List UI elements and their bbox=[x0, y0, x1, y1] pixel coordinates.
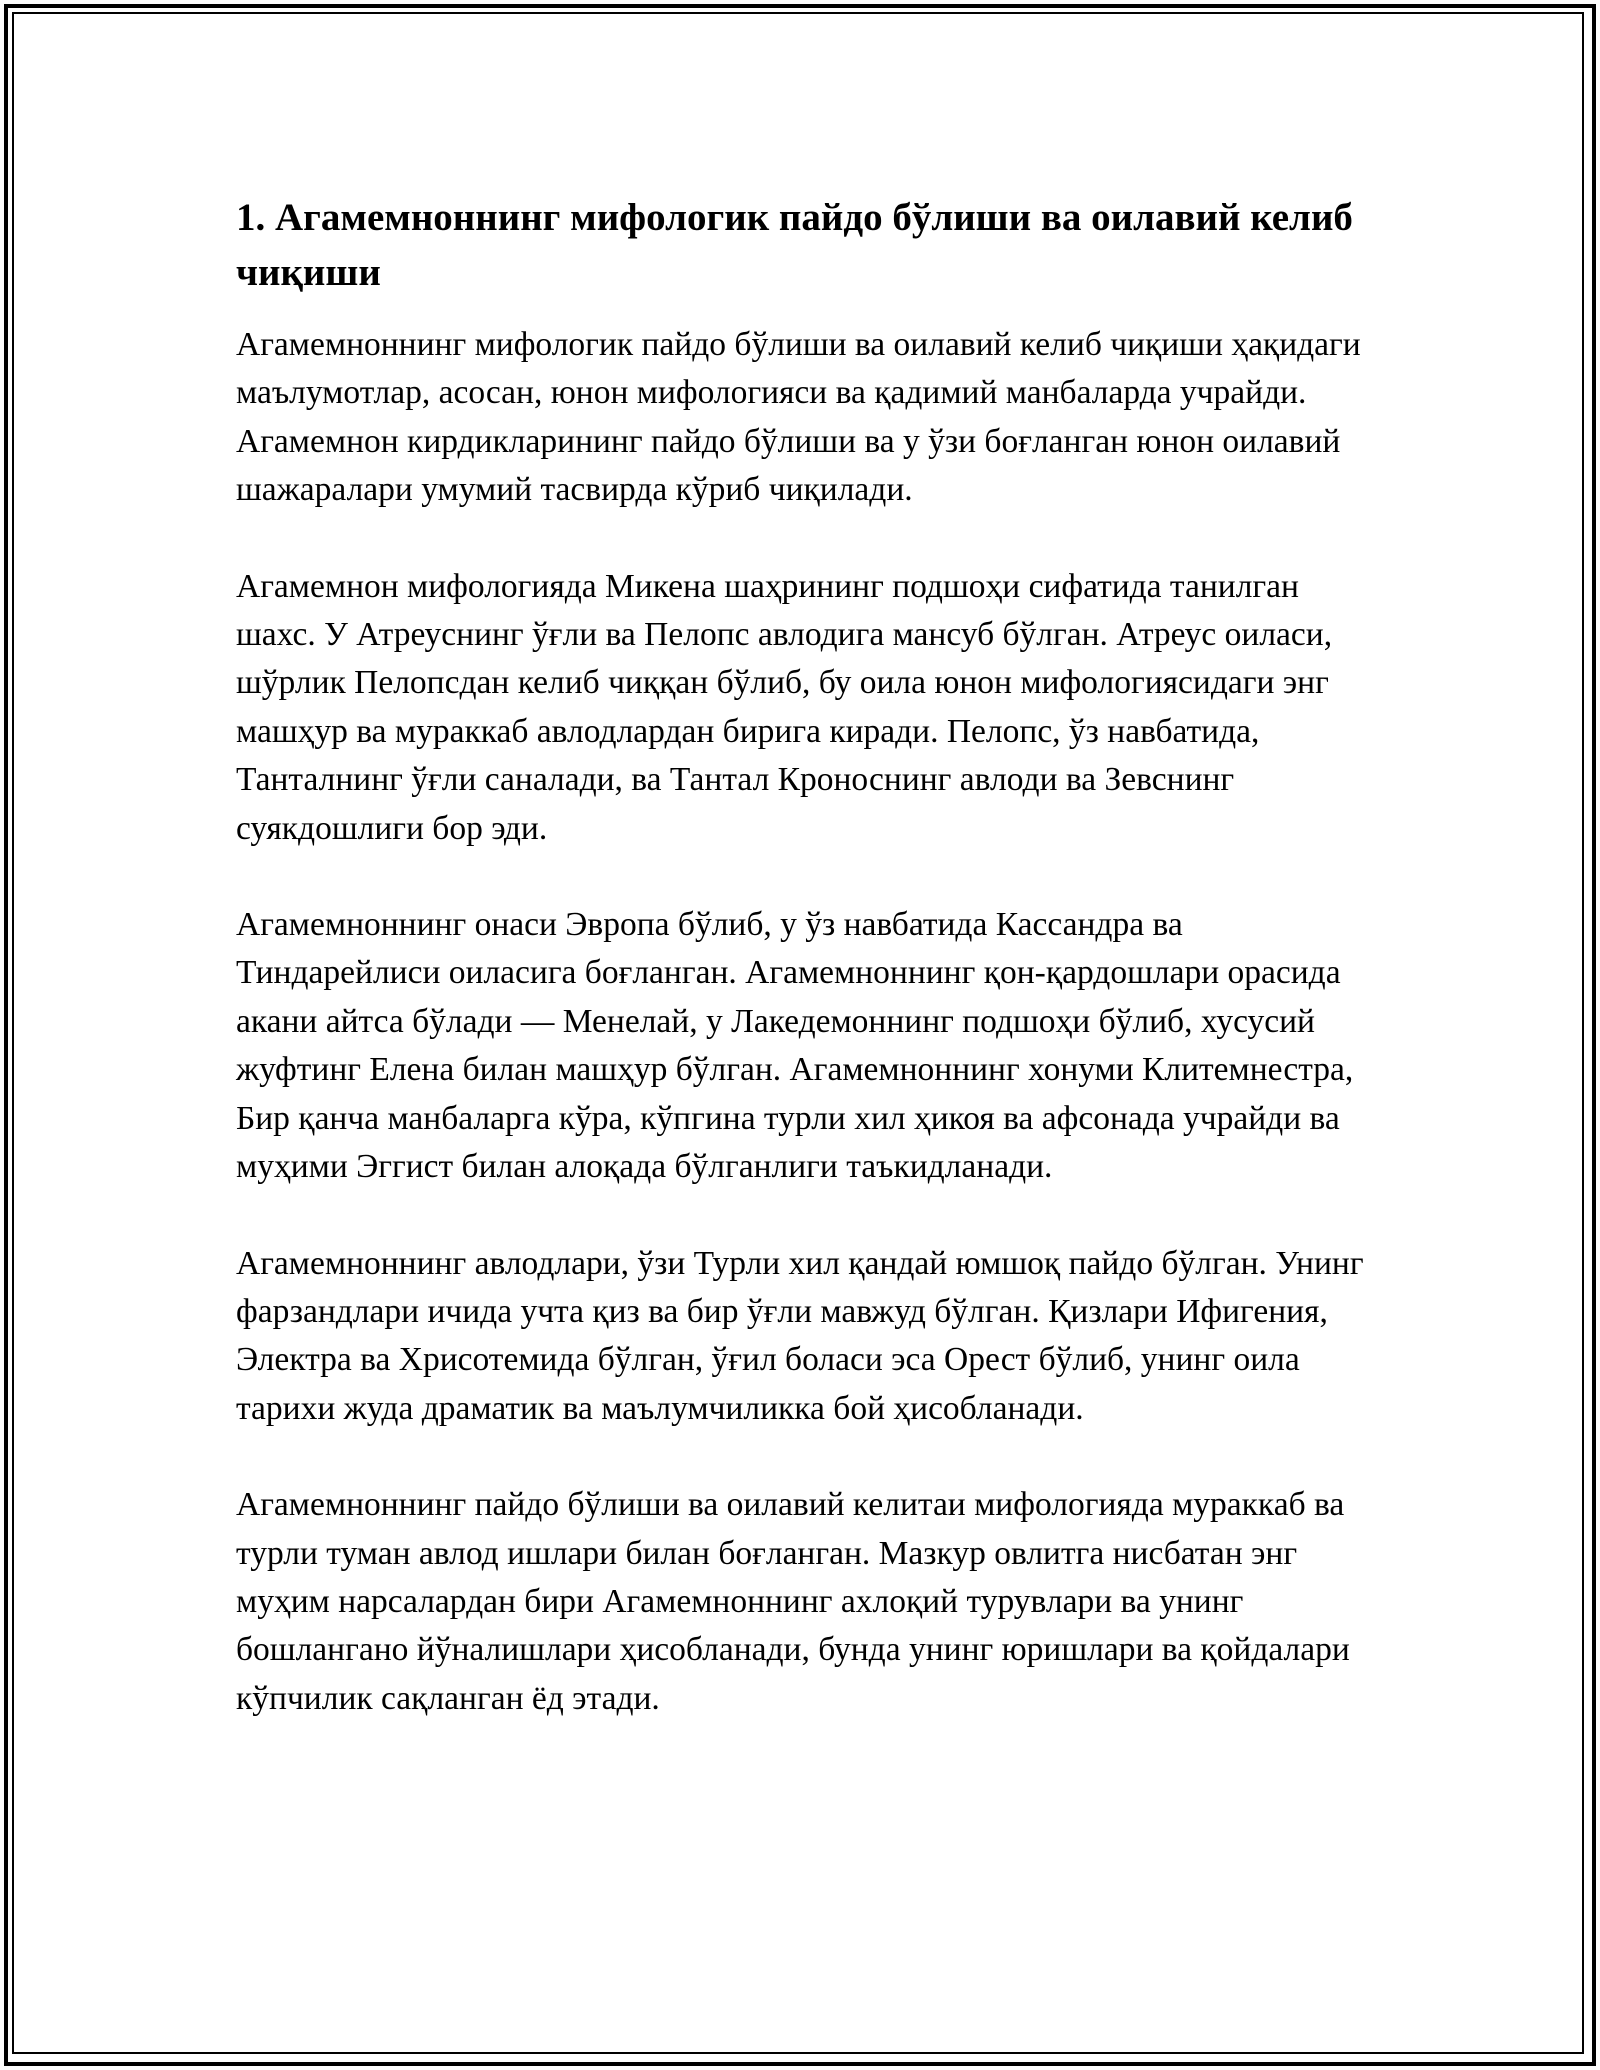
paragraph-5: Агамемноннинг пайдо бўлиши ва оилавий келитаи мифологияда мураккаб ва турли туман авлод ишлари билан боғланган. Мазкур овлитга нисбатан энг муҳим нарсалардан бири Агамемноннинг ахлоқий турувлари ва унинг бошлангано йўналишлари ҳисобланади, бунда унинг юришлари ва қойдалари кўпчилик сақланган ёд этади. bbox=[236, 1486, 1350, 1717]
section-heading: 1. Агамемноннинг мифологик пайдо бўлиши ва оилавий келиб чиқиши bbox=[236, 196, 1353, 294]
document-body bbox=[236, 190, 1386, 1771]
paragraph-3: Агамемноннинг онаси Эвропа бўлиб, у ўз навбатида Кассандра ва Тиндарейлиси оиласига боғланган. Агамемноннинг қон-қардошлари орасида акани айтса бўлади — Менелай, у Лакедемоннинг подшоҳи бўлиб, хусусий жуфтинг Елена билан машҳур бўлган. Агамемноннинг хонуми Клитемнестра, Бир қанча манбаларга кўра, кўпгина турли хил ҳикоя ва афсонада учрайди ва муҳими Эггист билан алоқада бўлганлиги таъкидланади. bbox=[236, 906, 1354, 1186]
paragraph-4: Агамемноннинг авлодлари, ўзи Турли хил қандай юмшоқ пайдо бўлган. Унинг фарзандлари ичида учта қиз ва бир ўғли мавжуд бўлган. Қизлари Ифигения, Электра ва Хрисотемида бўлган, ўғил боласи эса Орест бўлиб, унинг оила тарихи жуда драматик ва маълумчиликка бой ҳисобланади. bbox=[236, 1244, 1364, 1427]
paragraph-1: Агамемноннинг мифологик пайдо бўлиши ва оилавий келиб чиқиши ҳақидаги маълумотлар, асосан, юнон мифологияси ва қадимий манбаларда учрайди. Агамемнон кирдикларининг пайдо бўлиши ва у ўзи боғланган юнон оилавий шажаралари умумий тасвирда кўриб чиқилади. bbox=[236, 326, 1361, 509]
paragraph-2: Агамемнон мифологияда Микена шаҳрининг подшоҳи сифатида танилган шахс. У Атреуснинг ўғли ва Пелопс авлодига мансуб бўлган. Атреус оиласи, шўрлик Пелопсдан келиб чиққан бўлиб, бу оила юнон мифологиясидаги энг машҳур ва мураккаб авлодлардан бирига киради. Пелопс, ўз навбатида, Танталнинг ўғли саналади, ва Тантал Кроноснинг авлоди ва Зевснинг суякдошлиги бор эди. bbox=[236, 567, 1333, 847]
